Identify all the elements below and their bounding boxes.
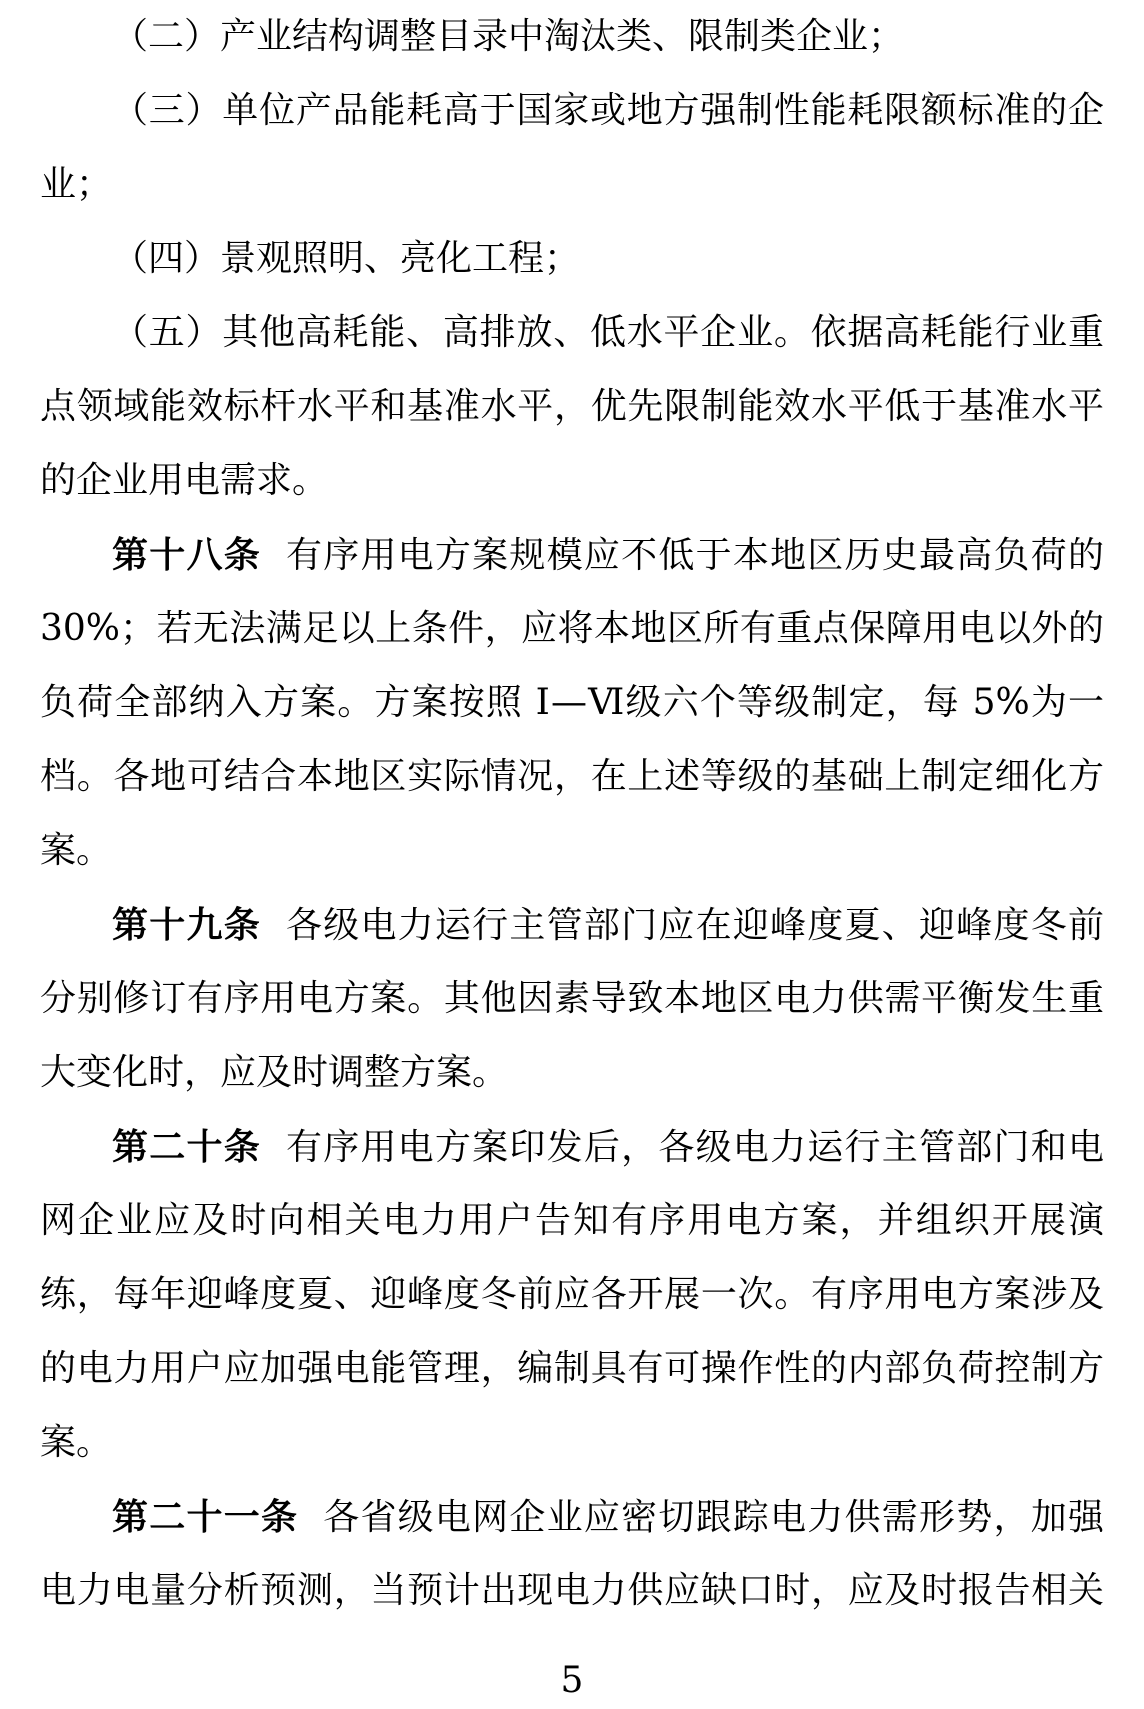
line-text: 点领域能效标杆水平和基准水平，优先限制能效水平低于基准水平 (40, 386, 1104, 427)
line-text: 大变化时，应及时调整方案。 (40, 1052, 509, 1093)
text-line (40, 370, 1104, 444)
line-text: 档。各地可结合本地区实际情况，在上述等级的基础上制定细化方 (40, 756, 1104, 797)
article-number: 第十九条 (112, 904, 261, 946)
text-line (40, 888, 1104, 962)
text-line (40, 0, 1104, 74)
text-line (40, 1332, 1104, 1406)
line-text: 分别修订有序用电方案。其他因素导致本地区电力供需平衡发生重 (40, 978, 1104, 1019)
line-text: 有序用电方案规模应不低于本地区历史最高负荷的 (285, 535, 1104, 576)
text-line (40, 814, 1104, 888)
line-text: 业； (40, 164, 113, 205)
text-line (40, 962, 1104, 1036)
article-number: 第二十一条 (112, 1496, 299, 1538)
line-text: （二）产业结构调整目录中淘汰类、限制类企业； (112, 16, 905, 57)
text-line (40, 592, 1104, 666)
text-line (40, 740, 1104, 814)
text-line (40, 666, 1104, 740)
text-line (40, 148, 1104, 222)
line-text: 负荷全部纳入方案。方案按照 Ⅰ—Ⅵ级六个等级制定，每 5%为一 (40, 682, 1104, 723)
text-line (40, 1406, 1104, 1480)
text-line (40, 1480, 1104, 1554)
line-text: （五）其他高耗能、高排放、低水平企业。依据高耗能行业重 (112, 312, 1104, 353)
text-line (40, 444, 1104, 518)
document-body (40, 0, 1104, 1628)
text-line (40, 518, 1104, 592)
text-line (40, 222, 1104, 296)
text-line (40, 1036, 1104, 1110)
line-text: 有序用电方案印发后，各级电力运行主管部门和电 (285, 1127, 1104, 1168)
line-text: 各级电力运行主管部门应在迎峰度夏、迎峰度冬前 (285, 905, 1104, 946)
line-text: 30%；若无法满足以上条件，应将本地区所有重点保障用电以外的 (40, 608, 1104, 649)
text-line (40, 296, 1104, 370)
line-text: （四）景观照明、亮化工程； (112, 238, 581, 279)
line-text: 的电力用户应加强电能管理，编制具有可操作性的内部负荷控制方 (40, 1348, 1104, 1389)
line-text: 练，每年迎峰度夏、迎峰度冬前应各开展一次。有序用电方案涉及 (40, 1274, 1104, 1315)
line-text: 案。 (40, 1422, 113, 1463)
text-line (40, 1554, 1104, 1628)
article-number: 第二十条 (112, 1126, 261, 1168)
line-text: （三）单位产品能耗高于国家或地方强制性能耗限额标准的企 (112, 90, 1104, 131)
line-text: 网企业应及时向相关电力用户告知有序用电方案，并组织开展演 (40, 1200, 1104, 1241)
page-number: 5 (560, 1660, 584, 1701)
line-text: 的企业用电需求。 (40, 460, 329, 501)
text-line (40, 1184, 1104, 1258)
line-text: 电力电量分析预测，当预计出现电力供应缺口时，应及时报告相关 (40, 1570, 1104, 1611)
line-text: 各省级电网企业应密切跟踪电力供需形势，加强 (323, 1497, 1104, 1538)
text-line (40, 74, 1104, 148)
text-line (40, 1258, 1104, 1332)
line-text: 案。 (40, 830, 113, 871)
text-line (40, 1110, 1104, 1184)
article-number: 第十八条 (112, 534, 261, 576)
